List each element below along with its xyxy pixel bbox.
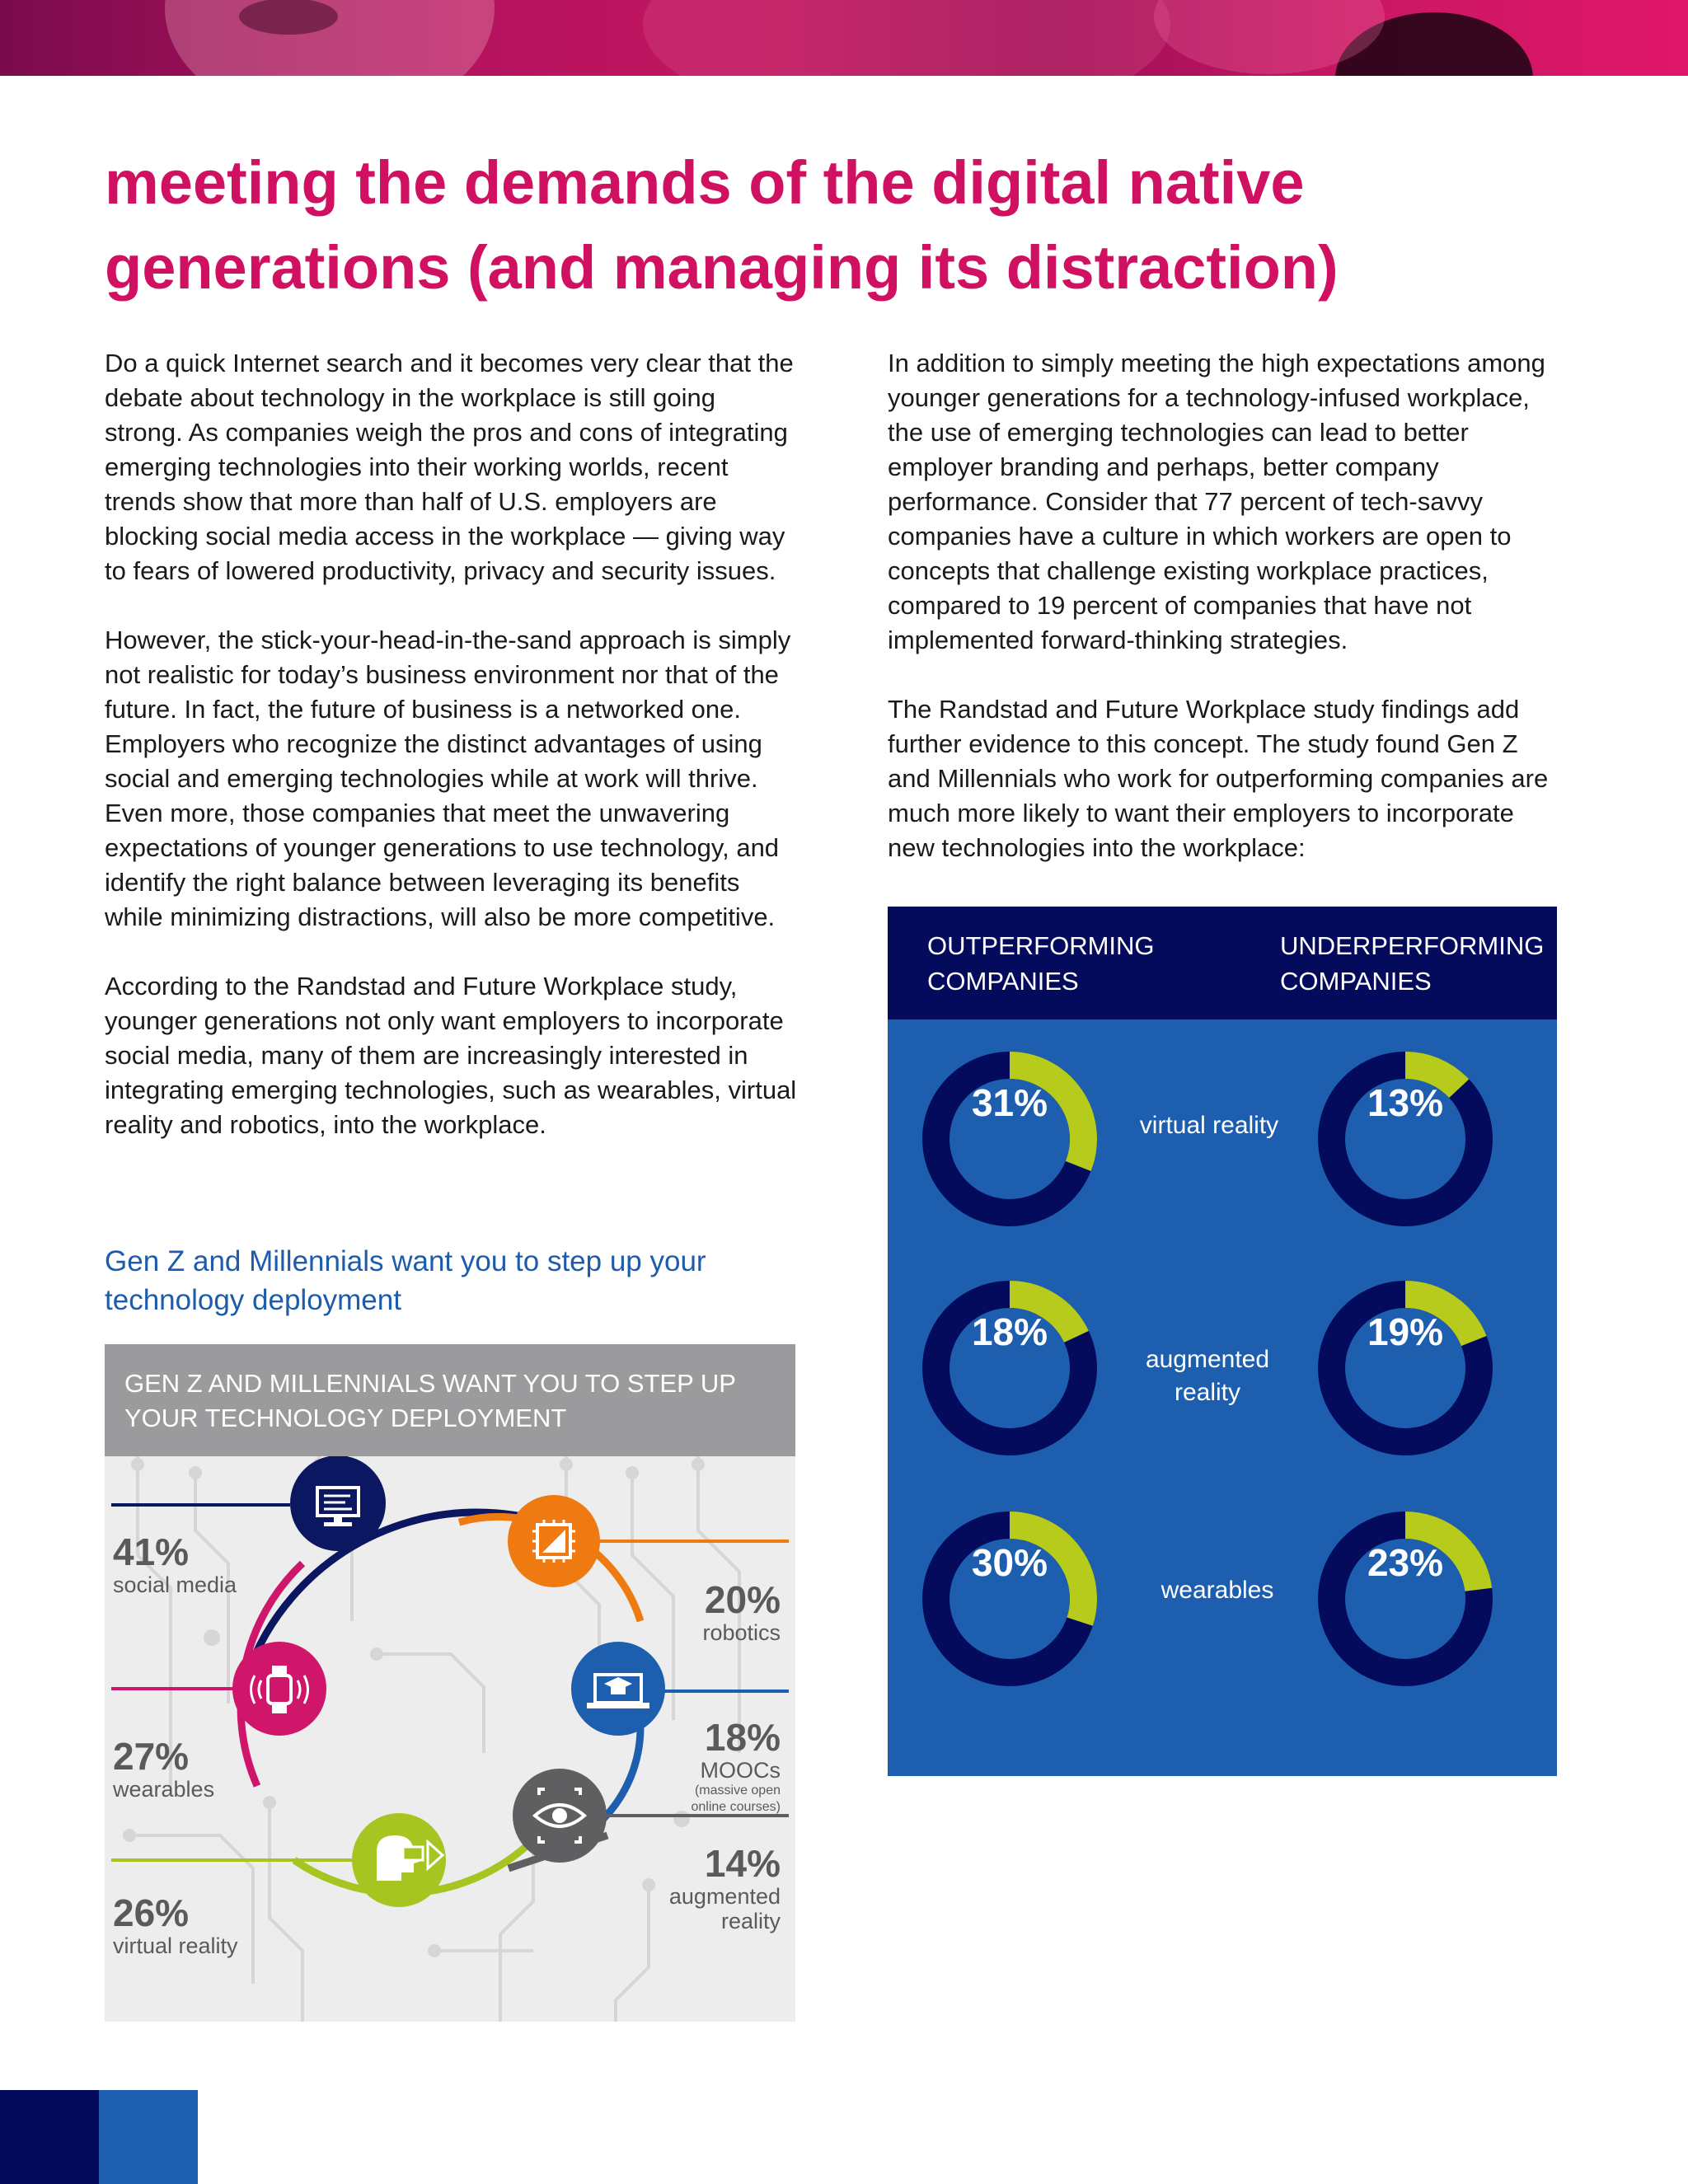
row-label-augmented-reality: augmented reality xyxy=(1145,1346,1270,1406)
blue-arc xyxy=(603,1728,640,1819)
donut-percent-label: 30% xyxy=(971,1541,1048,1584)
stat-label: augmented reality xyxy=(668,1884,781,1933)
donut-percent-label: 23% xyxy=(1367,1541,1444,1584)
stat-note: (massive open online courses) xyxy=(691,1783,781,1814)
page-title: meeting the demands of the digital native generations (and managing its distraction) xyxy=(105,148,1339,302)
stat-label: robotics xyxy=(702,1620,781,1645)
paragraph: The Randstad and Future Workplace study findings add further evidence to this concept. The study found Gen Z and Millennials who work for outperforming companies are much more likely to want their employers to incorporate new technologies into the workplace: xyxy=(888,695,1549,862)
donut-underperforming-virtual-reality xyxy=(1332,1066,1479,1213)
stat-virtual-reality xyxy=(113,1892,238,1958)
stat-social-media xyxy=(113,1531,237,1597)
donut-underperforming-augmented-reality xyxy=(1332,1295,1479,1442)
performance-comparison-infographic xyxy=(888,907,1557,1776)
stat-augmented-reality xyxy=(632,1843,781,1933)
right-column xyxy=(888,346,1564,900)
stat-label: virtual reality xyxy=(113,1933,238,1958)
paragraph: Do a quick Internet search and it becomes very clear that the debate about technology in the workplace is still going strong. As companies weigh the pros and cons of integrating emerging technologies into their working worlds, recent trends show that more than half of U.S. employers are blocking social media access in the workplace — giving way to fears of lowered productivity, privacy and security issues. xyxy=(105,349,794,585)
stat-percent: 41% xyxy=(113,1530,190,1573)
donut-percent-label: 13% xyxy=(1367,1081,1444,1124)
paragraph: According to the Randstad and Future Workplace study, younger generations not only want employers to incorporate social media, many of them are increasingly interested in integrating emerging technologies, such as wearables, virtual reality and robotics, into the workplace. xyxy=(105,972,797,1139)
stat-robotics xyxy=(702,1579,781,1645)
donut-underperforming-wearables xyxy=(1332,1526,1479,1673)
eye-icon xyxy=(513,1769,607,1863)
stat-percent: 18% xyxy=(704,1716,781,1759)
chip-icon xyxy=(508,1495,600,1587)
paragraph: However, the stick-your-head-in-the-sand approach is simply not realistic for today’s business environment nor that of the future. In fact, the future of business is a networked one. Employers who recognize the distinct advantages of using social and emerging technologies while at work will thrive. Even more, those companies that meet the unwavering expectations of younger generations to use technology, and identify the right balance between leveraging its benefits while minimizing distractions, will also be more competitive. xyxy=(105,626,791,931)
graduation-laptop-icon xyxy=(571,1642,665,1736)
stat-moocs xyxy=(665,1717,781,1816)
section-subheading: Gen Z and Millennials want you to step up your technology deployment xyxy=(105,1245,706,1316)
paragraph: In addition to simply meeting the high expectations among younger generations for a technology-infused workplace, the use of emerging technologies can lead to better employer branding and perhaps, better company performance. Consider that 77 percent of tech-savvy companies have a culture in which workers are open to concepts that challenge existing workplace practices, compared to 19 percent of companies that have not implemented forward-thinking strategies. xyxy=(888,349,1545,654)
donut-percent-label: 19% xyxy=(1367,1310,1444,1353)
header-photo xyxy=(0,0,1688,76)
smartwatch-icon xyxy=(232,1642,326,1736)
stat-label: wearables xyxy=(113,1777,215,1802)
stat-percent: 27% xyxy=(113,1735,190,1778)
stat-percent: 26% xyxy=(113,1891,190,1934)
comparison-header xyxy=(888,907,1557,1019)
stat-percent: 20% xyxy=(704,1578,781,1621)
vr-headset-icon xyxy=(352,1813,446,1907)
row-label-wearables: wearables xyxy=(1160,1577,1274,1604)
footer-block-blue xyxy=(99,2090,198,2184)
infographic-header: GEN Z AND MILLENNIALS WANT YOU TO STEP UP YOUR TECHNOLOGY DEPLOYMENT xyxy=(105,1344,795,1456)
donut-outperforming-augmented-reality xyxy=(936,1295,1084,1442)
header-photo-banner xyxy=(0,0,1688,76)
stat-label: MOOCs xyxy=(700,1758,781,1783)
stat-wearables xyxy=(113,1736,214,1802)
footer-block-navy xyxy=(0,2090,99,2184)
donut-outperforming-wearables xyxy=(936,1526,1084,1673)
donut-percent-label: 18% xyxy=(971,1310,1048,1353)
donut-outperforming-virtual-reality xyxy=(936,1066,1084,1213)
column-heading-outperforming: OUTPERFORMING COMPANIES xyxy=(927,931,1155,996)
monitor-icon xyxy=(290,1456,386,1551)
column-heading-underperforming: UNDERPERFORMING COMPANIES xyxy=(1280,931,1545,996)
stat-percent: 14% xyxy=(704,1842,781,1885)
donut-percent-label: 31% xyxy=(971,1081,1048,1124)
stat-label: social media xyxy=(113,1572,237,1597)
tech-deployment-infographic xyxy=(105,1344,795,2022)
row-label-virtual-reality: virtual reality xyxy=(1139,1112,1279,1139)
left-column xyxy=(105,346,797,1177)
